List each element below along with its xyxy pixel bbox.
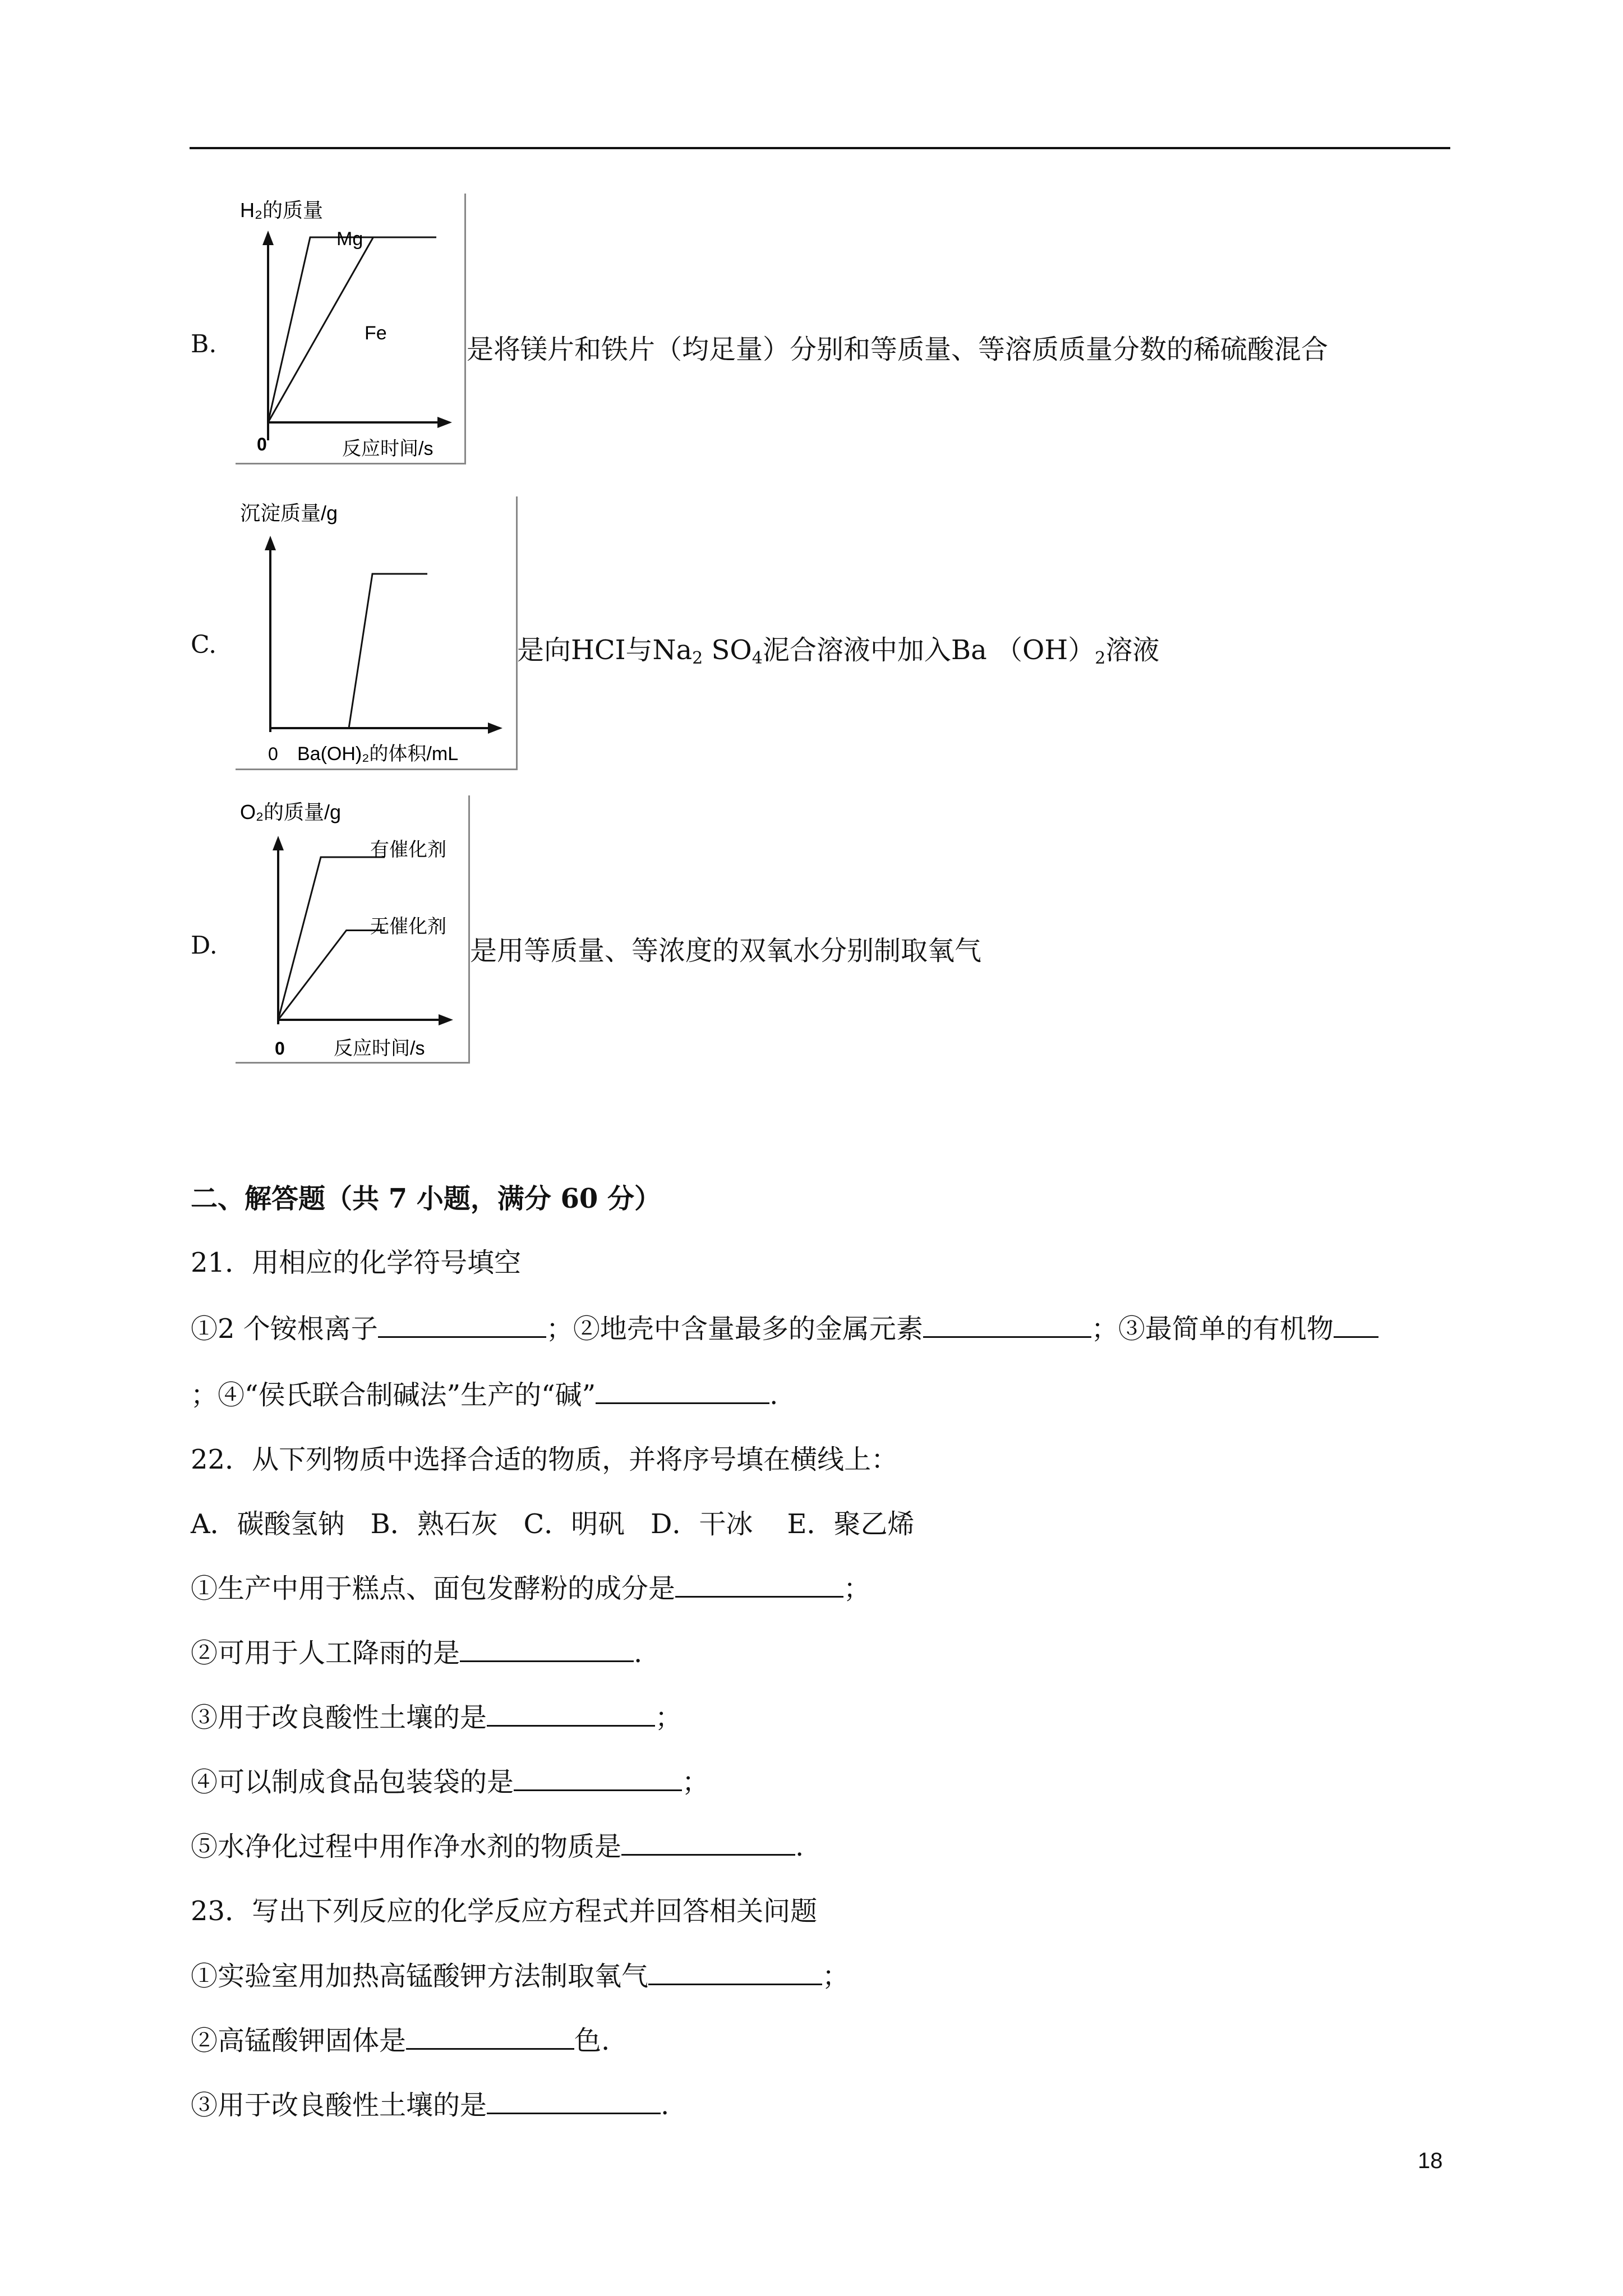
chart-c	[236, 496, 518, 770]
chart-b-series-fe	[268, 237, 436, 422]
q22-title: 22．从下列物质中选择合适的物质，并将序号填在横线上：	[191, 1444, 898, 1475]
chart-b	[236, 194, 466, 464]
chart-d-x-arrow	[439, 1014, 453, 1025]
q22-item-1-end: ；	[843, 1573, 871, 1604]
chart-b-ylabel: H₂的质量	[240, 199, 323, 222]
chart-b-legend-fe: Fe	[365, 323, 387, 344]
q22-item-5	[191, 1825, 804, 1864]
answer-blank-q22-3[interactable]	[487, 1700, 655, 1727]
q22-options: A．碳酸氢钠 B．熟石灰 C．明矾 D．干冰 E．聚乙烯	[191, 1508, 915, 1540]
q23-item-3	[191, 2083, 669, 2122]
chart-b-xlabel: 反应时间/s	[342, 438, 434, 459]
q21-line1	[191, 1307, 1378, 1346]
q22-item-4	[191, 1760, 709, 1799]
chart-b-legend-mg: Mg	[336, 228, 363, 250]
option-d-text: 是用等质量、等浓度的双氧水分别制取氧气	[470, 935, 982, 967]
option-c-text-mid: SO	[703, 634, 752, 666]
q22-item-4-text: ④可以制成食品包装袋的是	[191, 1766, 514, 1798]
answer-blank-q22-2[interactable]	[460, 1636, 634, 1662]
chart-d-y-arrow	[273, 836, 284, 850]
q21-part3: ；③最简单的有机物	[1091, 1313, 1334, 1345]
header-rule	[190, 147, 1450, 149]
q21-part4: ；④“侯氏联合制碱法”生产的“碱”	[191, 1379, 596, 1411]
answer-blank-q23-3[interactable]	[487, 2088, 661, 2114]
option-c-letter: C.	[191, 631, 217, 659]
option-c-sub1: 2	[692, 648, 703, 668]
chart-b-x-arrow	[437, 417, 452, 428]
answer-blank-q21-1[interactable]	[378, 1312, 546, 1338]
answer-blank-q23-1[interactable]	[648, 1959, 822, 1985]
q22-item-2-text: ②可用于人工降雨的是	[191, 1637, 460, 1669]
chart-b-origin: 0	[257, 434, 267, 454]
chart-d-ylabel: O₂的质量/g	[240, 800, 342, 823]
q21-part5: .	[769, 1379, 778, 1411]
answer-blank-q23-2[interactable]	[406, 2023, 574, 2050]
option-b-letter: B.	[191, 330, 217, 358]
chart-c-x-arrow	[488, 723, 502, 734]
q22-item-3	[191, 1696, 682, 1734]
option-c-text	[517, 628, 1159, 668]
q21-part2: ；②地壳中含量最多的金属元素	[546, 1313, 923, 1345]
chart-c-xlabel: Ba(OH)₂的体积/mL	[297, 743, 459, 765]
option-c-sub3: 2	[1095, 648, 1106, 668]
q22-item-3-text: ③用于改良酸性土壤的是	[191, 1702, 487, 1733]
q23-item-1-end: ；	[822, 1961, 850, 1992]
section-heading: 二、解答题（共 7 小题，满分 60 分）	[191, 1183, 662, 1214]
chart-c-series	[270, 574, 427, 728]
chart-d-series-catalyst	[278, 857, 385, 1020]
chart-c-origin: 0	[268, 744, 278, 764]
q21-part1: ①2 个铵根离子	[191, 1313, 378, 1345]
option-c-text-mid2: 泥合溶液中加入Ba （OH）	[762, 634, 1095, 666]
q23-item-3-text: ③用于改良酸性土壤的是	[191, 2090, 487, 2121]
q22-item-1-text: ①生产中用于糕点、面包发酵粉的成分是	[191, 1573, 676, 1604]
answer-blank-q21-3[interactable]	[1334, 1312, 1378, 1338]
chart-b-series-mg	[268, 237, 436, 422]
chart-d	[236, 795, 470, 1064]
q23-item-1	[191, 1954, 849, 1993]
q22-item-3-end: ；	[655, 1702, 683, 1733]
chart-d-series-no-catalyst	[278, 931, 385, 1020]
q22-item-5-text: ⑤水净化过程中用作净水剂的物质是	[191, 1831, 622, 1862]
answer-blank-q22-1[interactable]	[675, 1571, 843, 1598]
q23-item-2	[191, 2019, 610, 2058]
option-c-sub2: 4	[751, 648, 763, 668]
chart-d-xlabel: 反应时间/s	[334, 1038, 425, 1059]
q23-item-1-text: ①实验室用加热高锰酸钾方法制取氧气	[191, 1961, 649, 1992]
answer-blank-q22-4[interactable]	[514, 1765, 682, 1791]
answer-blank-q21-2[interactable]	[923, 1312, 1091, 1338]
chart-d-legend-no-catalyst: 无催化剂	[370, 916, 446, 937]
option-d-letter: D.	[191, 931, 218, 960]
q21-line2	[191, 1373, 778, 1412]
chart-c-y-arrow	[265, 536, 276, 550]
option-b-text: 是将镁片和铁片（均足量）分别和等质量、等溶质质量分数的稀硫酸混合	[467, 334, 1329, 365]
answer-blank-q21-4[interactable]	[596, 1378, 769, 1404]
page-number: 18	[1418, 2148, 1443, 2173]
q23-item-3-end: .	[661, 2090, 670, 2121]
chart-b-y-arrow	[262, 231, 274, 245]
q22-item-2	[191, 1631, 642, 1670]
q22-item-2-end: .	[634, 1637, 643, 1669]
answer-blank-q22-5[interactable]	[621, 1829, 795, 1856]
chart-d-origin: 0	[275, 1038, 285, 1059]
q22-item-5-end: .	[795, 1831, 804, 1862]
option-c-text-post: 溶液	[1105, 634, 1160, 666]
q22-item-4-end: ；	[682, 1766, 709, 1798]
q23-item-2-end: 色.	[574, 2025, 610, 2056]
option-c-text-pre: 是向HCI与Na	[517, 634, 693, 666]
q23-item-2-text: ②高锰酸钾固体是	[191, 2025, 407, 2056]
q23-title: 23．写出下列反应的化学反应方程式并回答相关问题	[191, 1895, 818, 1927]
chart-c-ylabel: 沉淀质量/g	[240, 501, 338, 524]
q22-item-1	[191, 1567, 870, 1605]
chart-d-legend-catalyst: 有催化剂	[370, 839, 446, 861]
q21-title: 21．用相应的化学符号填空	[191, 1247, 522, 1278]
